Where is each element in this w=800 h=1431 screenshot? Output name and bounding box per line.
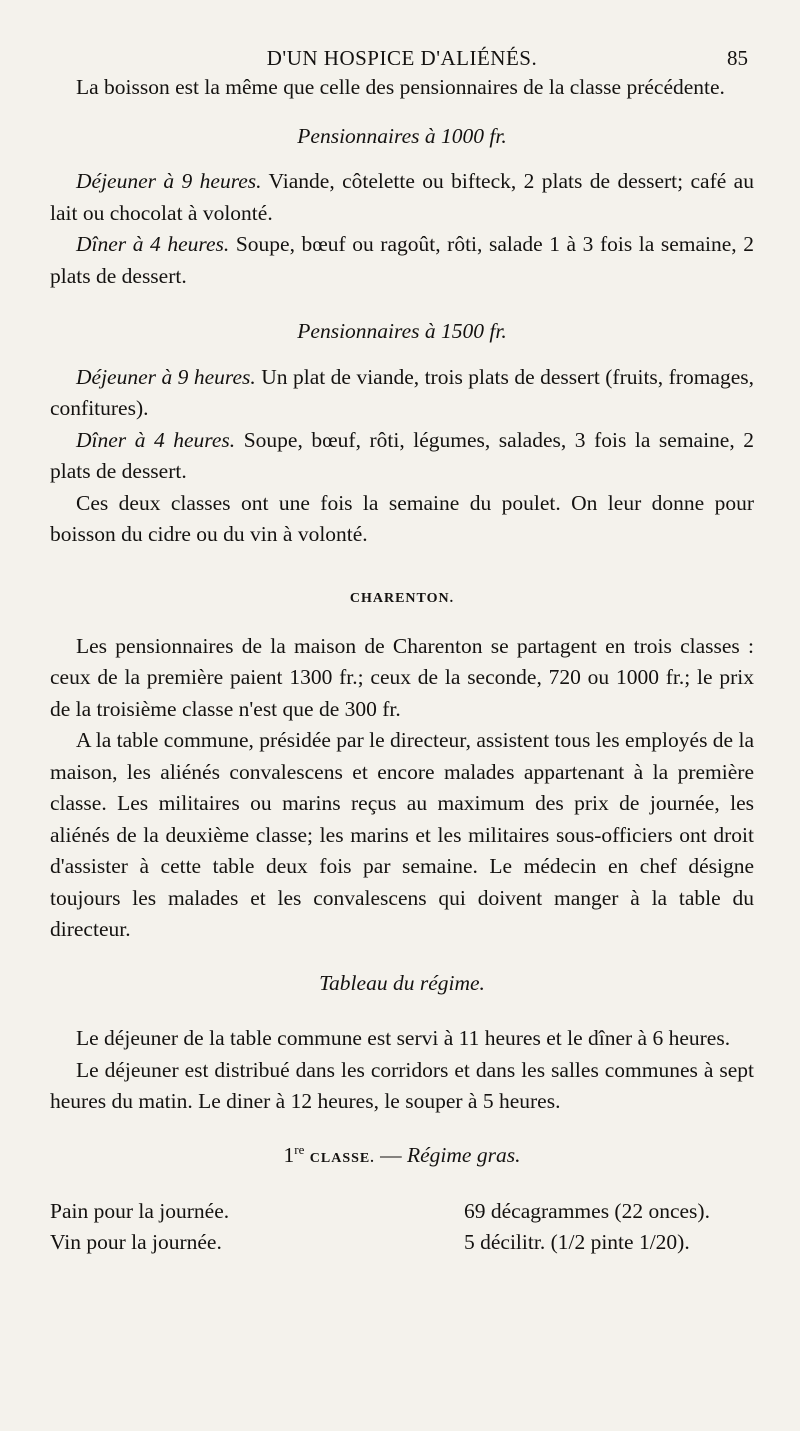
- diner-label: Dîner à 4 heures.: [76, 232, 230, 256]
- paragraph-dejeuner-1500: [50, 362, 754, 425]
- ration-item: Vin pour la journée.: [50, 1230, 222, 1255]
- running-head: [50, 0, 754, 72]
- paragraph-charenton-classes: Les pensionnaires de la maison de Charenton se partagent en trois classes : ceux de la première paient 1300 fr.; ceux de la seconde, 720 ou 1000 fr.; le prix de la troisième classe n'est que de 300 fr.: [50, 633, 754, 721]
- ration-row-pain: [50, 1196, 754, 1227]
- heading-pensionnaires-1000: Pensionnaires à 1000 fr.: [297, 123, 507, 148]
- diner-text: Soupe, bœuf ou ragoût, rôti, salade 1 à 3 fois la semaine, 2 plats de dessert.: [50, 232, 754, 288]
- dejeuner-text: Viande, côtelette ou bifteck, 2 plats de dessert; café au lait ou chocolat à volonté.: [50, 169, 754, 225]
- dejeuner-text: Un plat de viande, trois plats de dessert (fruits, fromages, confitures).: [50, 364, 754, 420]
- paragraph-table-commune: A la table commune, présidée par le directeur, assistent tous les employés de la maison, les aliénés convalescens et encore malades appartenant à la première classe. Les militaires ou marins reçus au maximum des prix de journée, les aliénés de la deuxième classe; les marins et les militaires sous-officiers ont droit d'assister à cette table deux fois par semaine. Le médecin en chef désigne toujours les malades et les convalescens qui doivent manger à la table du directeur.: [50, 728, 754, 941]
- heading-charenton: CHARENTON.: [349, 590, 455, 606]
- ration-item: Pain pour la journée.: [50, 1199, 230, 1224]
- paragraph-diner-1500: [50, 425, 754, 488]
- paragraph-diner-1000: [50, 229, 754, 292]
- heading-premiere-classe: [50, 1134, 754, 1175]
- dejeuner-label: Déjeuner à 9 heures.: [76, 364, 256, 389]
- running-title: D'UN HOSPICE D'ALIÉNÉS.: [266, 46, 538, 70]
- paragraph-dejeuner-1000: [50, 166, 754, 229]
- classe-label: CLASSE.: [309, 1150, 375, 1166]
- regime-label: Régime gras.: [407, 1142, 521, 1167]
- ration-amount: 5 décilitr. (1/2 pinte 1/20).: [464, 1230, 690, 1255]
- diner-label: Dîner à 4 heures.: [76, 427, 236, 452]
- diner-text: Soupe, bœuf, rôti, légumes, salades, 3 fois la semaine, 2 plats de dessert.: [50, 427, 755, 483]
- heading-pensionnaires-1500: Pensionnaires à 1500 fr.: [297, 319, 507, 343]
- paragraph-dejeuner-commun: Le déjeuner de la table commune est servi à 11 heures et le dîner à 6 heures.: [76, 1026, 731, 1050]
- heading-tableau-regime: Tableau du régime.: [319, 970, 485, 995]
- page-number: 85: [727, 46, 748, 70]
- paragraph-boisson: La boisson est la même que celle des pensionnaires de la classe précédente.: [76, 75, 725, 99]
- classe-ordinal: re: [294, 1141, 305, 1157]
- classe-dash: —: [374, 1142, 407, 1167]
- ration-amount: 69 décagrammes (22 onces).: [464, 1199, 710, 1224]
- dejeuner-label: Déjeuner à 9 heures.: [76, 169, 262, 193]
- paragraph-classes-note: Ces deux classes ont une fois la semaine du poulet. On leur donne pour boisson du cidre ou du vin à volonté.: [50, 490, 754, 546]
- paragraph-distribution: Le déjeuner est distribué dans les corridors et dans les salles communes à sept heures du matin. Le diner à 12 heures, le souper à 5 heures.: [50, 1057, 754, 1113]
- classe-number: 1: [283, 1142, 295, 1167]
- ration-row-vin: [50, 1227, 754, 1258]
